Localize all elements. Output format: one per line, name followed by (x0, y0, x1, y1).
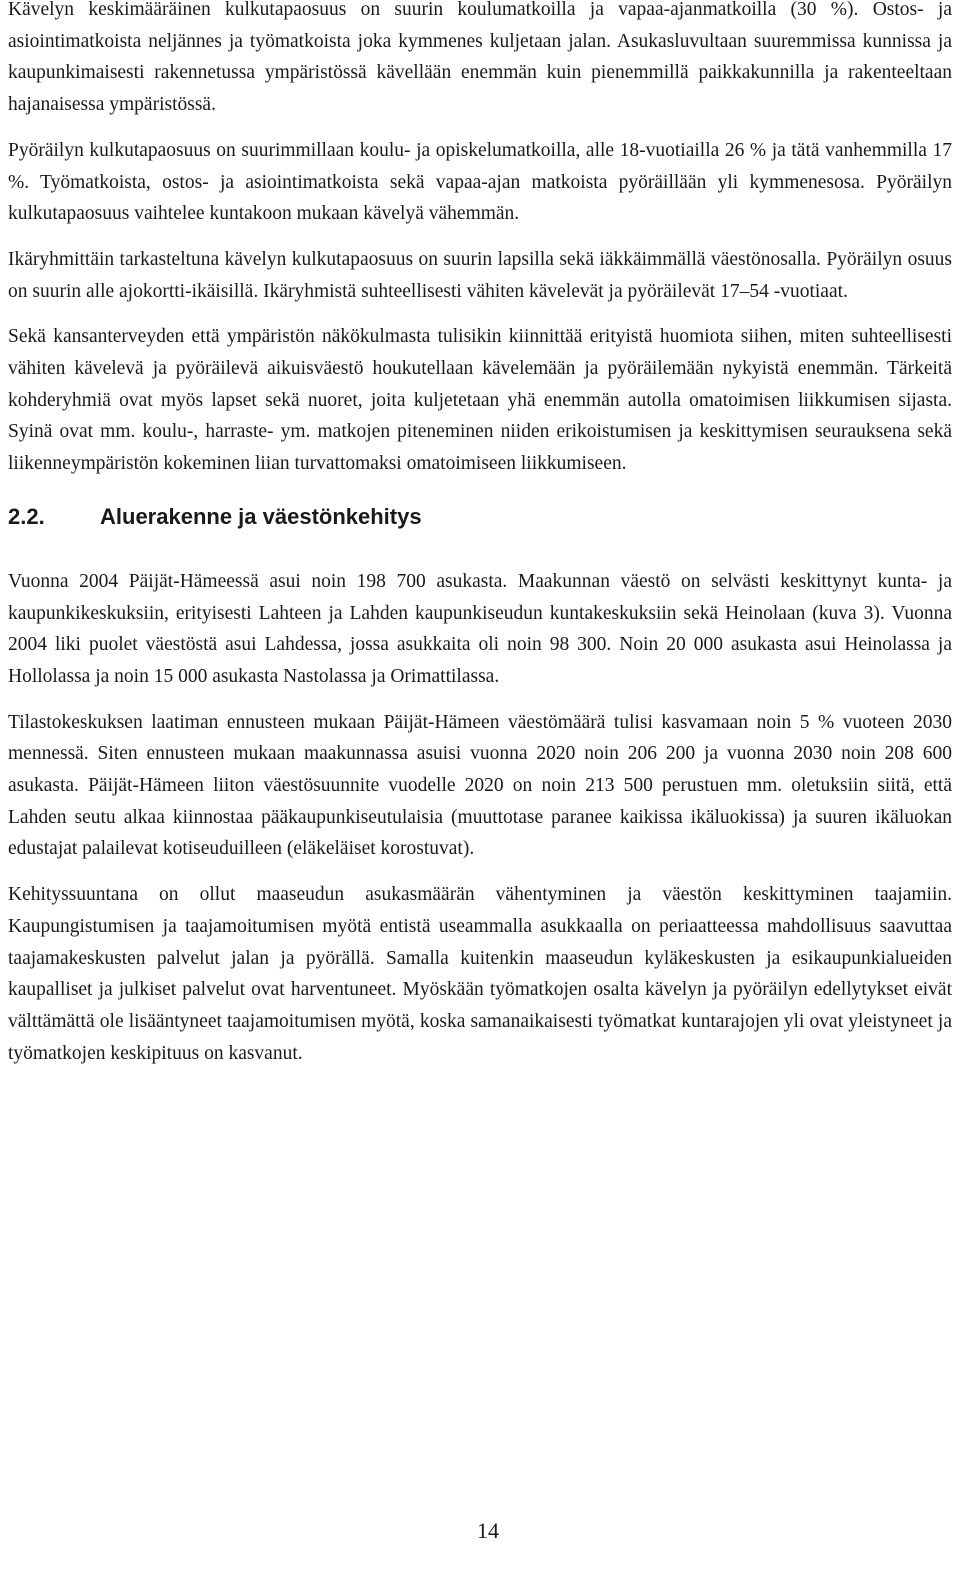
document-page (8, 0, 952, 1083)
section-number: 2.2. (8, 503, 45, 529)
paragraph-walking-share: Kävelyn keskimääräinen kulkutapaosuus on suurin koulumatkoilla ja vapaa-ajanmatkoilla (30 %). Ostos- ja asiointimatkoista neljännes ja työmatkoista joka kymmenes kuljetaan jalan. Asukasluvultaan suuremmissa kunnissa ja kaupunkimaisesti rakennetussa ympäristössä kävellään enemmän kuin pienemmillä paikkakunnilla ja rakenteeltaan hajanaisessa ympäristössä. (8, 0, 952, 116)
paragraph-public-health: Sekä kansanterveyden että ympäristön näkökulmasta tulisikin kiinnittää erityistä huomiota siihen, miten suhteellisesti vähiten kävelevä ja pyöräilevä aikuisväestö houkutellaan kävelemään ja pyöräilemään nykyistä enemmän. Tärkeitä kohderyhmiä ovat myös lapset sekä nuoret, joita kuljetetaan yhä enemmän autolla omatoimisen liikkumisen sijasta. Syinä ovat mm. koulu-, harraste- ym. matkojen piteneminen niiden erikoistumisen ja keskittymisen seurauksena sekä liikenneympäristön kokeminen liian turvattomaksi omatoimiseen liikkumiseen. (8, 326, 952, 475)
paragraph-population-forecast: Tilastokeskuksen laatiman ennusteen mukaan Päijät-Hämeen väestömäärä tulisi kasvamaan noin 5 % vuoteen 2030 mennessä. Siten ennusteen mukaan maakunnassa asuisi vuonna 2020 noin 206 200 ja vuonna 2030 noin 208 600 asukasta. Päijät-Hämeen liiton väestösuunnite vuodelle 2020 on noin 213 500 perustuen mm. oletuksiin siitä, että Lahden seutu alkaa kiinnostaa pääkaupunkiseutulaisia (muuttotase paranee kaikissa ikäluokissa) ja suuren ikäluokan edustajat palailevat kotiseuduilleen (eläkeläiset korostuvat). (8, 711, 952, 860)
section-heading (8, 502, 952, 532)
page-number: 14 (477, 1518, 499, 1543)
paragraph-urbanization-trend: Kehityssuuntana on ollut maaseudun asukasmäärän vähentyminen ja väestön keskittyminen taajamiin. Kaupungistumisen ja taajamoitumisen myötä entistä useammalla asukkaalla on periaatteessa mahdollisuus saavuttaa taajamakeskusten palvelut jalan ja pyörällä. Samalla kuitenkin maaseudun kyläkeskusten ja esikaupunkialueiden kaupalliset ja julkiset palvelut ovat harventuneet. Myöskään työmatkojen osalta kävelyn ja pyöräilyn edellytykset eivät välttämättä ole lisääntyneet taajamoitumisen myötä, koska samanaikaisesti työmatkat kuntarajojen yli ovat yleistyneet ja työmatkojen keskipituus on kasvanut. (8, 884, 952, 1064)
paragraph-age-groups: Ikäryhmittäin tarkasteltuna kävelyn kulkutapaosuus on suurin lapsilla sekä iäkkäimmällä väestönosalla. Pyöräilyn osuus on suurin alle ajokortti-ikäisillä. Ikäryhmistä suhteellisesti vähiten kävelevät ja pyöräilevät 17–54 -vuotiaat. (8, 248, 952, 302)
section-title: Aluerakenne ja väestönkehitys (100, 503, 422, 529)
paragraph-population-2004: Vuonna 2004 Päijät-Hämeessä asui noin 198 700 asukasta. Maakunnan väestö on selvästi keskittynyt kunta- ja kaupunkikeskuksiin, erityisesti Lahteen ja Lahden kaupunkiseudun kuntakeskuksiin sekä Heinolaan (kuva 3). Vuonna 2004 liki puolet väestöstä asui Lahdessa, jossa asukkaita oli noin 98 300. Noin 20 000 asukasta asui Heinolassa ja Hollolassa ja noin 15 000 asukasta Nastolassa ja Orimattilassa. (8, 570, 952, 687)
paragraph-cycling-share: Pyöräilyn kulkutapaosuus on suurimmillaan koulu- ja opiskelumatkoilla, alle 18-vuotiailla 26 % ja tätä vanhemmilla 17 %. Työmatkoista, ostos- ja asiointimatkoista sekä vapaa-ajan matkoista pyöräillään yli kymmenesosa. Pyöräilyn kulkutapaosuus vaihtelee kuntakoon mukaan kävelyä vähemmän. (8, 139, 952, 225)
